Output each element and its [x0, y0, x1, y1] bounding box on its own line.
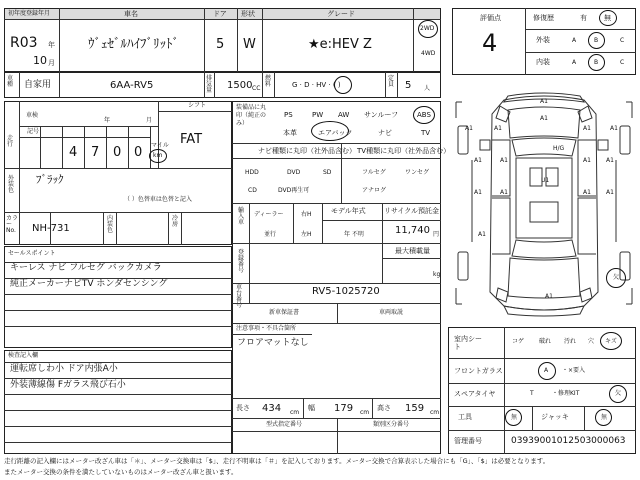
import-label: 輸入車: [238, 207, 245, 226]
jack-label: ジャッキ: [541, 413, 569, 421]
interior-eval-label: 内装: [536, 58, 550, 66]
color: ﾌﾞﾗｯｸ: [36, 173, 64, 186]
reg-month: 10: [33, 54, 47, 67]
spare-kit: ・修理KIT: [552, 390, 580, 397]
model: 6AA-RV5: [110, 80, 154, 91]
equip-navi: ナビ: [378, 129, 392, 137]
color-label: 外装色: [8, 175, 15, 194]
seat-burn: コゲ: [512, 338, 525, 345]
nav-sd: SD: [323, 169, 332, 176]
spare-missing-mark: 欠: [613, 274, 620, 281]
nav-cd: CD: [248, 187, 257, 194]
tv-oneseg: ワンセグ: [405, 169, 430, 176]
kg-unit: kg: [433, 271, 441, 278]
recycle-label: 冷房: [172, 215, 179, 228]
mark-windshield: H/G: [553, 145, 565, 152]
equip-pw: PW: [312, 111, 324, 119]
dealer-label: ディーラー: [254, 211, 284, 218]
drive-4wd: 4WD: [421, 50, 436, 57]
drive-2wd: 2WD: [420, 25, 435, 32]
mark-left-rear-1: A1: [474, 189, 482, 196]
mark-trunk: A1: [545, 293, 553, 300]
left-handle: 左H: [301, 231, 312, 238]
new-car-warranty: 新車保証書: [269, 309, 300, 316]
usage: 自家用: [24, 80, 52, 90]
length-label: 長さ: [236, 404, 250, 412]
mark-left-side: A1: [478, 231, 486, 238]
nav-dvd: DVD: [287, 169, 301, 176]
seat-stain: 汚れ: [564, 338, 577, 345]
mileage-digit-2: 7: [91, 145, 100, 160]
mark-rf-fender-1: A1: [583, 125, 591, 132]
parallel-label: 並行: [264, 231, 277, 238]
recycle-fee-label: リサイクル預託金: [384, 207, 440, 215]
month-unit: 月: [48, 59, 55, 67]
mark-right-rear-1: A1: [583, 189, 591, 196]
seat-label: 室内シート: [454, 335, 482, 352]
reg-year: R03: [10, 35, 38, 51]
tools-label: 工具: [458, 413, 472, 421]
mark-front-bumper: A1: [540, 98, 548, 105]
front-glass-a: A: [544, 367, 549, 374]
type-cert-label: 型式指定番号: [266, 421, 303, 428]
equip-airbag: エアバック: [318, 129, 353, 137]
color-no: NH-731: [32, 223, 70, 234]
int-grade-a: A: [572, 59, 577, 66]
car-label: 車種: [7, 75, 14, 88]
tools-value: 無: [511, 414, 518, 421]
height-unit: cm: [430, 409, 440, 416]
displacement-label: 排気量: [206, 75, 213, 94]
front-glass-label: フロントガラス: [454, 367, 503, 375]
mileage-digit-1: 4: [69, 145, 78, 160]
max-load-label: 最大積載量: [395, 247, 430, 255]
model-year-label: モデル年式: [331, 207, 366, 215]
right-handle: 右H: [301, 211, 312, 218]
exterior-label: 外装: [536, 36, 550, 44]
recycle-fee: 11,740: [395, 225, 430, 236]
vehicle-row: [4, 72, 441, 98]
shape: W: [243, 37, 256, 52]
capacity-unit: 人: [424, 85, 431, 92]
repair-no: 無: [604, 14, 611, 22]
fuel-label: 燃料: [265, 75, 272, 88]
mileage-digit-3: 0: [113, 145, 122, 160]
tv-type-label: TV種類に丸印（社外品含む）: [357, 147, 451, 155]
color-note: （ ）色替車は色替と記入: [124, 196, 192, 203]
mark-rf-fender-2: A1: [610, 125, 618, 132]
manual-label: 車両取説: [379, 309, 404, 316]
displacement: 1500: [227, 80, 253, 91]
spare-t: T: [530, 390, 534, 397]
spare-label: スペアタイヤ: [454, 390, 496, 398]
seat-scratch: キズ: [605, 338, 617, 345]
chassis-no: RV5-1025720: [312, 286, 380, 297]
nav-dvd-play: DVD再生可: [278, 187, 310, 194]
equip-leather: 本革: [283, 129, 297, 137]
yen-unit: 円: [433, 231, 440, 238]
capacity: 5: [405, 80, 412, 91]
mark-hood: A1: [540, 115, 548, 122]
ext-grade-b: B: [594, 37, 599, 44]
fuel-hv-circle: [334, 76, 352, 94]
mile-label: マイル: [151, 142, 169, 149]
shift: FAT: [180, 132, 203, 147]
name-label: 車名: [124, 10, 138, 18]
grade-label: グレード: [327, 10, 355, 18]
first-reg-label: 初年度登録年月: [8, 10, 51, 17]
footer-line-1: 走行距離の記入欄にはメーター改ざん車は「＊」、メーター交換車は「$」、走行不明車は「＃」を記入しております。メーター交換で合算表示した場合にも「G」、「$」は必要となります。: [4, 457, 550, 465]
sales-line-1: キーレス ナビ フルセグ バックカメラ: [10, 263, 162, 273]
year-unknown: 年 不明: [344, 231, 364, 238]
shape-label: 形状: [241, 10, 255, 18]
mark-left-mid-2: A1: [500, 157, 508, 164]
width: 179: [334, 403, 354, 414]
cc-unit: CC: [252, 85, 261, 92]
ext-grade-c: C: [620, 37, 625, 44]
int-grade-c: C: [620, 59, 625, 66]
mark-right-mid-2: A1: [606, 157, 614, 164]
km-label: km: [153, 152, 163, 159]
mark-roof: U1: [541, 177, 550, 184]
capacity-label: 定員: [388, 75, 395, 88]
mileage-digit-4: 0: [134, 145, 143, 160]
shift-label: シフト: [188, 102, 207, 109]
sales-line-2: 純正メーカーナビTV ホンダセンシング: [10, 279, 168, 289]
tv-fullseg: フルセグ: [362, 169, 386, 176]
equip-aw: AW: [338, 111, 350, 119]
nav-hdd: HDD: [245, 169, 259, 176]
jack-value: 無: [601, 414, 608, 421]
door-label: ドア: [213, 10, 227, 18]
sales-points-label: セールスポイント: [8, 250, 56, 257]
footer-line-2: またメーター交換の条件を満たしていないものはメーター改ざん車と扱います。: [4, 468, 238, 476]
seat-hole: 穴: [588, 338, 595, 345]
shaken-label: 車検: [26, 112, 39, 119]
score-label: 評価点: [480, 14, 501, 22]
spare-missing: 欠: [615, 390, 622, 397]
seat-tear: 破れ: [539, 338, 552, 345]
tv-analog: アナログ: [362, 187, 387, 194]
height-label: 高さ: [377, 404, 391, 412]
width-label: 幅: [308, 404, 315, 412]
mark-left-mid-1: A1: [474, 157, 482, 164]
shaken-month-unit: 月: [146, 117, 153, 124]
mark-lf-fender-2: A1: [494, 125, 502, 132]
mgmt-no: 03939001012503000063: [511, 436, 626, 446]
mileage-label: 走行: [7, 135, 14, 148]
color-no-label: カラーNo.: [6, 215, 19, 234]
mark-right-rear-2: A1: [606, 189, 614, 196]
car-name: ｳﾞｪｾﾞﾙﾊｲﾌﾞﾘｯﾄﾞ: [88, 37, 179, 52]
notes-value: フロアマットなし: [237, 338, 309, 348]
equip-abs: ABS: [417, 111, 431, 119]
grade: ★e:HEV Z: [308, 37, 372, 52]
notes-line-1: 運転席しわ小 ドア内張A小: [10, 364, 118, 374]
digits-label: 記号: [27, 128, 40, 135]
notes-line-2: 外装薄線傷 Fガラス飛び石小: [10, 380, 126, 390]
length-unit: cm: [290, 409, 300, 416]
mgmt-label: 管理番号: [454, 437, 482, 445]
shaken-year-unit: 年: [104, 117, 111, 124]
fuel-options: G · D · HV · ( ): [292, 81, 341, 89]
equip-tv: TV: [421, 129, 431, 137]
reg-no-label: 登録番号: [238, 249, 245, 274]
class-label: 類別区分番号: [373, 421, 410, 428]
equip-sunroof: サンルーフ: [364, 111, 399, 119]
length: 434: [262, 403, 282, 414]
score: 4: [482, 29, 498, 57]
width-unit: cm: [360, 409, 370, 416]
mark-left-rear-2: A1: [500, 189, 508, 196]
int-grade-b: B: [594, 59, 599, 66]
repair-yes: 有: [580, 14, 587, 22]
year-unit: 年: [48, 41, 55, 49]
nav-type-label: ナビ種類に丸印（社外品含む）: [258, 147, 356, 155]
mark-right-mid-1: A1: [583, 157, 591, 164]
notes-label: 注意事項・不具合箇所: [236, 325, 297, 332]
height: 159: [405, 403, 425, 414]
interior-label: 内装色: [107, 215, 114, 234]
equip-ps: PS: [284, 111, 293, 119]
doors: 5: [216, 37, 225, 52]
equipment-label: 装備品に丸印（純正のみ）: [236, 104, 267, 127]
inspector-notes-label: 検査記入欄: [8, 352, 39, 359]
repair-label: 修復歴: [533, 14, 554, 22]
ext-grade-a: A: [572, 37, 577, 44]
mark-lf-fender-1: A1: [465, 125, 473, 132]
chassis-label: 車台番号: [236, 284, 243, 309]
front-glass-b: ・×要入: [562, 367, 586, 374]
